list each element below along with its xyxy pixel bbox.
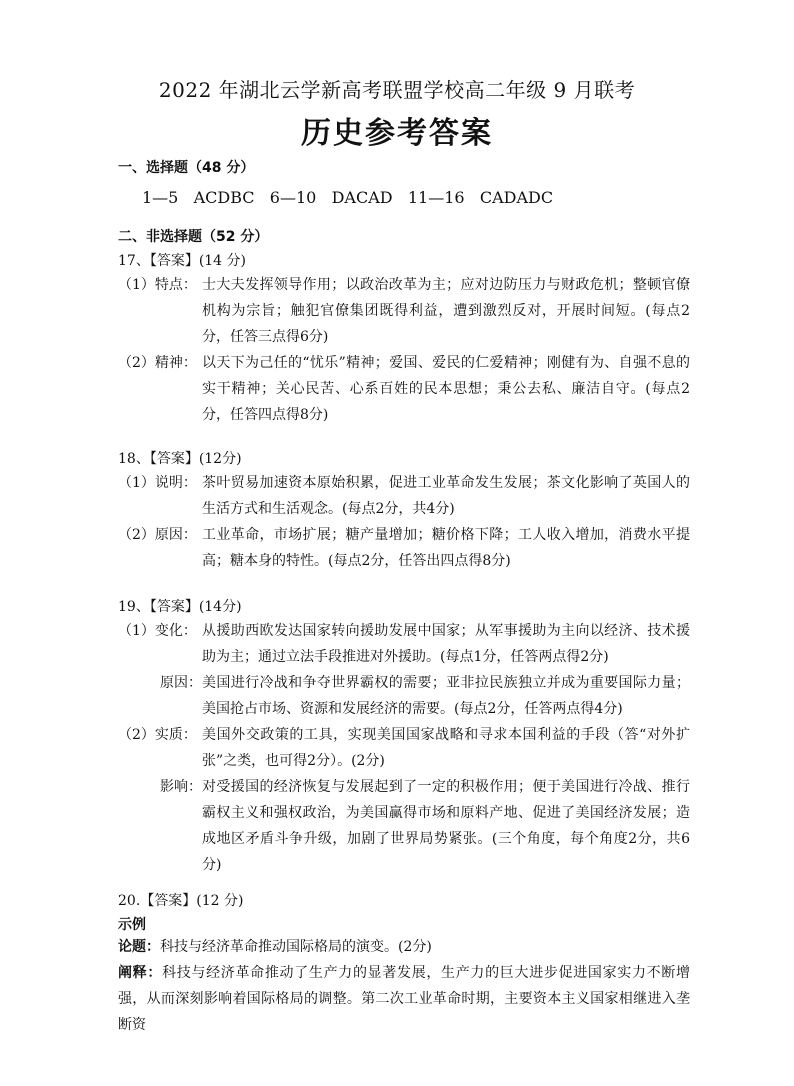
section-heading-choice: 一、选择题（48 分） — [118, 160, 255, 176]
q18-p2-label: （2）原因： — [118, 527, 197, 543]
q19-p1-text: 从援助西欧发达国家转向援助发展中国家；从军事援助为主向以经济、技术援助为主；通过立法手段推进对外援助。(每点1分，任答两点得2分) — [202, 623, 690, 665]
q20-elab-text: 科技与经济革命推动了生产力的显著发展，生产力的巨大进步促进国家实力不断增强，从而深刻影响着国际格局的调整。第二次工业革命时期，主要资本主义国家相继进入垄断资 — [118, 965, 691, 1033]
q19-p1b-text: 美国进行冷战和争夺世界霸权的需要；亚非拉民族独立并成为重要国际力量；美国抢占市场、资源和发展经济的需要。(每点2分，任答两点得4分) — [202, 675, 690, 717]
q18-p2-text: 工业革命，市场扩展；糖产量增加；糖价格下降；工人收入增加，消费水平提高；糖本身的特性。(每点2分，任答出四点得8分) — [202, 527, 690, 569]
q20-header: 20.【答案】(12 分) — [118, 893, 244, 909]
q18-p1-label: （1）说明： — [118, 475, 197, 491]
page-title: 历史参考答案 — [301, 116, 493, 151]
q20-elaboration — [118, 960, 690, 1038]
q19-header: 19、【答案】(14分) — [118, 599, 242, 615]
q19-p1b-label: 原因： — [160, 675, 202, 691]
q20-thesis-text: 科技与经济革命推动国际格局的演变。(2分) — [160, 939, 432, 955]
q17-p2-label: （2）精神： — [118, 355, 197, 371]
q18-header: 18、【答案】(12分) — [118, 451, 242, 467]
q17-p2-text: 以天下为己任的“忧乐”精神；爱国、爱民的仁爱精神；刚健有为、自强不息的实干精神；关心民苦、心系百姓的民本思想；秉公去私、廉洁自守。(每点2分，任答四点得8分) — [202, 355, 690, 423]
q20-thesis — [118, 934, 690, 960]
section-heading-nonchoice: 二、非选择题（52 分） — [118, 229, 269, 245]
choice-answers: 1—5 ACDBC 6—10 DACAD 11—16 CADADC — [142, 188, 554, 207]
q17-p1-text: 士大夫发挥领导作用；以政治改革为主；应对边防压力与财政危机；整顿官僚机构为宗旨；触犯官僚集团既得利益，遭到激烈反对，开展时间短。(每点2分，任答三点得6分) — [202, 277, 690, 345]
q19-p1-label: （1）变化： — [118, 623, 197, 639]
exam-title: 2022 年湖北云学新高考联盟学校高二年级 9 月联考 — [158, 78, 636, 102]
q17-p1-label: （1）特点： — [118, 277, 197, 293]
q19-p2b-text: 对受援国的经济恢复与发展起到了一定的积极作用；便于美国进行冷战、推行霸权主义和强权政治，为美国赢得市场和原料产地、促进了美国经济发展；造成地区矛盾斗争升级，加剧了世界局势紧张。(三个角度，每个角度2分，共6分) — [202, 779, 690, 873]
q19-p2-text: 美国外交政策的工具，实现美国国家战略和寻求本国利益的手段（答“对外扩张”之类，也可得2分）。(2分) — [202, 727, 690, 769]
q18-p1-text: 茶叶贸易加速资本原始积累，促进工业革命发生发展；茶文化影响了英国人的生活方式和生活观念。(每点2分，共4分) — [202, 475, 690, 517]
q20-elab-label: 阐释： — [118, 965, 163, 981]
q17-header: 17、【答案】(14 分) — [118, 253, 247, 269]
q20-thesis-label: 论题： — [118, 939, 160, 955]
q19-p2-label: （2）实质： — [118, 727, 197, 743]
q19-p2b-label: 影响： — [160, 779, 202, 795]
q20-example-label: 示例 — [118, 917, 146, 933]
